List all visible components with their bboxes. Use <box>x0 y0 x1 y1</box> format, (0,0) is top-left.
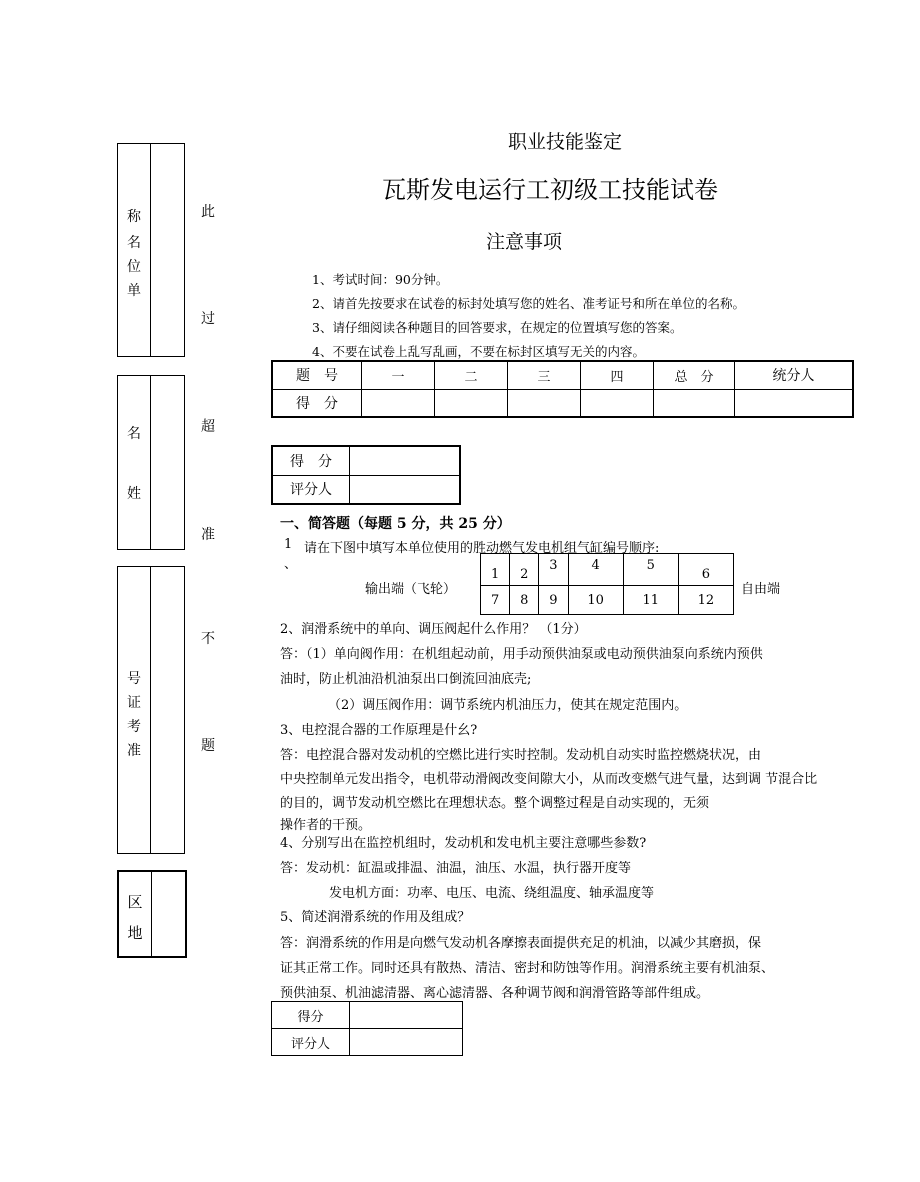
score-header-cell: 二 <box>435 361 508 389</box>
grader-name-cell[interactable] <box>350 1029 463 1056</box>
score-cell[interactable] <box>508 389 581 417</box>
score-cell[interactable] <box>654 389 735 417</box>
answer-text: 中央控制单元发出指令，电机带动滑阀改变间隙大小，从而改变燃气进气量，达到调 节混合比 <box>280 772 818 787</box>
seal-label-char: 号 <box>127 671 141 687</box>
seal-label-char: 证 <box>127 695 141 711</box>
seal-warning-char: 不 <box>201 631 215 647</box>
score-summary-table <box>271 360 854 418</box>
score-header-cell: 三 <box>508 361 581 389</box>
answer-text: 答：润滑系统的作用是向燃气发动机各摩擦表面提供充足的机油，以减少其磨损，保 <box>280 936 762 951</box>
score-cell[interactable] <box>362 389 435 417</box>
seal-label-char: 名 <box>127 235 141 251</box>
notice-item: 4、不要在试卷上乱写乱画，不要在标封区填写无关的内容。 <box>312 344 645 359</box>
grader-score-label: 得分 <box>272 1002 350 1029</box>
seal-warning-char: 超 <box>201 419 215 435</box>
notice-item: 3、请仔细阅读各种题目的回答要求，在规定的位置填写您的答案。 <box>312 320 683 335</box>
answer-text: 答：电控混合器对发动机的空燃比进行实时控制。发动机自动实时监控燃烧状况，由 <box>280 748 762 763</box>
cylinder-number: 12 <box>678 586 733 615</box>
seal-warning-char: 题 <box>201 738 215 754</box>
score-row-label: 得 分 <box>272 389 362 417</box>
question-text: 请在下图中填写本单位使用的胜动燃气发电机组气缸编号顺序: <box>304 541 660 556</box>
seal-label-char: 姓 <box>127 486 141 502</box>
answer-text: 答：发动机：缸温或排温、油温，油压、水温，执行器开度等 <box>280 861 632 876</box>
seal-box-exam-id <box>117 566 185 854</box>
seal-warning-char: 过 <box>201 311 215 327</box>
cylinder-right-label: 自由端 <box>741 582 781 597</box>
grader-score-cell[interactable] <box>350 1002 463 1029</box>
cylinder-order-table <box>480 553 734 615</box>
seal-label-char: 称 <box>127 209 141 225</box>
seal-label-char: 准 <box>127 743 141 759</box>
question-text: 2、润滑系统中的单向、调压阀起什么作用？ （1分） <box>280 622 587 637</box>
question-mark: 、 <box>284 557 298 572</box>
cylinder-number: 8 <box>510 586 539 615</box>
answer-text: 证其正常工作。同时还具有散热、清洁、密封和防蚀等作用。润滑系统主要有机油泵、 <box>280 961 775 976</box>
score-cell[interactable] <box>735 389 854 417</box>
question-number: 1 <box>284 537 293 552</box>
answer-text: 预供油泵、机油滤清器、离心滤清器、各种调节阀和润滑管路等部件组成。 <box>280 986 710 1001</box>
cylinder-number: 4 <box>568 554 623 586</box>
seal-label-char: 位 <box>127 259 141 275</box>
seal-box-name <box>117 375 185 550</box>
notice-item: 1、考试时间：90分钟。 <box>312 272 449 287</box>
seal-warning-char: 此 <box>201 204 215 220</box>
answer-text: 发电机方面：功率、电压、电流、绕组温度、轴承温度等 <box>329 886 655 901</box>
seal-label-char: 考 <box>127 719 141 735</box>
answer-text: 答：（1）单向阀作用：在机组起动前，用手动预供油泵或电动预供油泵向系统内预供 <box>280 647 763 662</box>
score-header-cell: 四 <box>581 361 654 389</box>
answer-text: 操作者的干预。 <box>280 818 372 833</box>
score-header-cell: 题 号 <box>272 361 362 389</box>
cylinder-number: 10 <box>568 586 623 615</box>
score-header-cell: 一 <box>362 361 435 389</box>
section-heading: 一、简答题（每题 5 分，共 25 分） <box>280 516 511 532</box>
cylinder-number: 11 <box>623 586 678 615</box>
cylinder-number: 5 <box>623 554 678 586</box>
score-cell[interactable] <box>435 389 508 417</box>
seal-warning-char: 准 <box>201 527 215 543</box>
section-grader-box <box>271 445 461 505</box>
cylinder-number: 6 <box>678 554 733 586</box>
certification-title: 职业技能鉴定 <box>508 131 623 153</box>
grader-name-cell[interactable] <box>350 475 461 504</box>
seal-box-unit <box>117 143 185 357</box>
grader-name-label: 评分人 <box>272 475 350 504</box>
grader-name-label: 评分人 <box>272 1029 350 1056</box>
score-cell[interactable] <box>581 389 654 417</box>
notice-title: 注意事项 <box>486 231 563 253</box>
seal-label-char: 区 <box>127 893 143 911</box>
cylinder-number: 7 <box>481 586 510 615</box>
score-header-cell: 统分人 <box>735 361 854 389</box>
seal-box-region <box>117 870 187 958</box>
answer-text: 的目的，调节发动机空燃比在理想状态。整个调整过程是自动实现的，无须 <box>280 796 710 811</box>
section-grader-box <box>271 1001 463 1056</box>
question-text: 4、分别写出在监控机组时，发动机和发电机主要注意哪些参数? <box>280 836 647 851</box>
notice-item: 2、请首先按要求在试卷的标封处填写您的姓名、准考证号和所在单位的名称。 <box>312 296 745 311</box>
cylinder-number: 1 <box>481 554 510 586</box>
question-text: 5、简述润滑系统的作用及组成？ <box>280 910 471 925</box>
cylinder-number: 9 <box>539 586 568 615</box>
exam-title: 瓦斯发电运行工初级工技能试卷 <box>382 176 718 204</box>
seal-label-char: 名 <box>127 426 141 442</box>
seal-label-char: 地 <box>127 924 143 942</box>
grader-score-label: 得 分 <box>272 446 350 475</box>
cylinder-left-label: 输出端（飞轮） <box>365 582 457 597</box>
grader-score-cell[interactable] <box>350 446 461 475</box>
question-text: 3、电控混合器的工作原理是什幺? <box>280 723 478 738</box>
cylinder-number: 2 <box>510 554 539 586</box>
seal-label-char: 单 <box>127 283 141 299</box>
answer-text: 油时，防止机油沿机油泵出口倒流回油底壳; <box>280 672 532 687</box>
score-header-cell: 总 分 <box>654 361 735 389</box>
answer-text: （2）调压阀作用：调节系统内机油压力，使其在规定范围内。 <box>328 698 688 713</box>
cylinder-number: 3 <box>539 554 568 586</box>
